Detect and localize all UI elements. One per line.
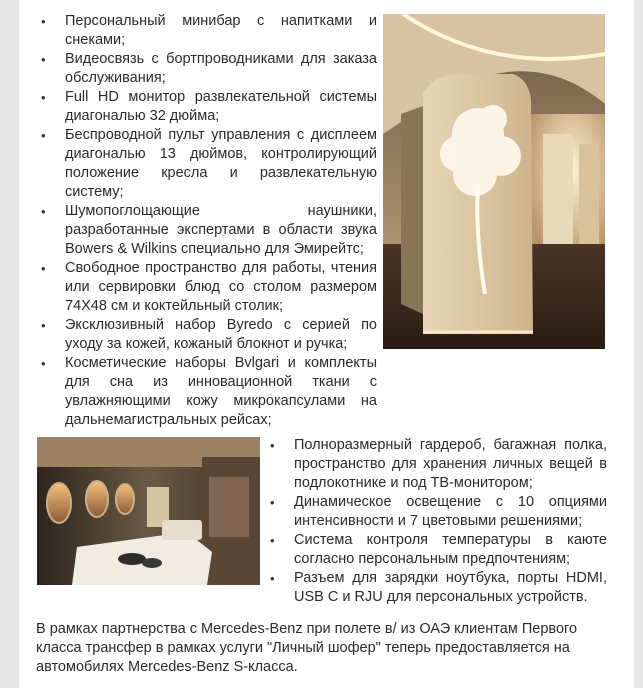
list-item: • Динамическое освещение с 10 опциями интенсивности и 7 цветовыми решениями;	[294, 493, 607, 531]
list-item: • Разъем для зарядки ноутбука, порты HDMI, USB C и RJU для персональных устройств.	[294, 569, 607, 607]
list-item: • Косметические наборы Bvlgari и комплекты для сна из инновационной ткани с увлажняющими кожу микрокапсулами на дальнемагистральных рейсах;	[65, 354, 377, 430]
features-list-top	[65, 12, 377, 430]
list-item: • Видеосвязь с бортпроводниками для заказа обслуживания;	[65, 50, 377, 88]
list-item: • Свободное пространство для работы, чтения или сервировки блюд со столом размером 74X48 см и коктейльный столик;	[65, 259, 377, 316]
left-page-margin	[0, 0, 19, 688]
list-item: • Full HD монитор развлекательной системы диагональю 32 дюйма;	[65, 88, 377, 126]
list-item: • Эксклюзивный набор Byredo с серией по уходу за кожей, кожаный блокнот и ручка;	[65, 316, 377, 354]
mercedes-partnership-note: В рамках партнерства с Mercedes-Benz при полете в/ из ОАЭ клиентам Первого класса трансфер в рамках услуги "Личный шофер" теперь предоставляется на автомобилях Mercedes-Benz S-класса.	[36, 621, 578, 675]
list-item: • Беспроводной пульт управления с дисплеем диагональю 13 дюймов, контролирующий положение кресла и развлекательную систему;	[65, 126, 377, 202]
list-item: • Система контроля температуры в каюте согласно персональным предпочтениям;	[294, 531, 607, 569]
list-item: • Шумопоглощающие наушники, разработанные экспертами в области звука Bowers & Wilkins специально для Эмирейтс;	[65, 202, 377, 259]
list-item: • Полноразмерный гардероб, багажная полка, пространство для хранения личных вещей в подлокотнике и под ТВ-монитором;	[294, 436, 607, 493]
first-class-suite-photo	[383, 14, 605, 349]
list-item: • Персональный минибар с напитками и снеками;	[65, 12, 377, 50]
right-scrollbar-gutter	[634, 0, 643, 688]
suite-bed-photo	[37, 437, 260, 585]
features-list-bottom	[294, 436, 607, 607]
